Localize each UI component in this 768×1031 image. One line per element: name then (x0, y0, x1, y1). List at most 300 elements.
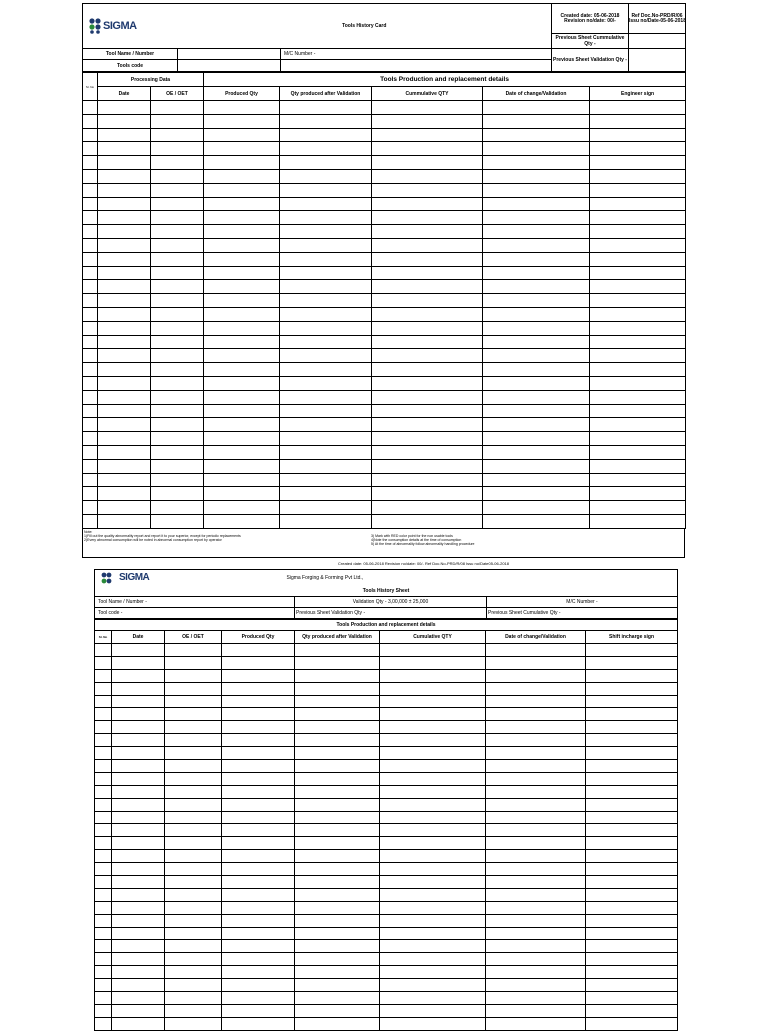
form-cell[interactable] (483, 183, 590, 197)
form-cell[interactable] (295, 1017, 380, 1030)
form-cell[interactable] (222, 760, 295, 773)
form-cell[interactable] (98, 142, 151, 156)
form-cell[interactable] (295, 863, 380, 876)
form-cell[interactable] (280, 376, 372, 390)
form-cell[interactable] (151, 321, 204, 335)
form-cell[interactable] (204, 252, 280, 266)
form-cell[interactable] (590, 156, 686, 170)
form-cell[interactable] (280, 335, 372, 349)
form-cell[interactable] (222, 785, 295, 798)
form-cell[interactable] (204, 501, 280, 515)
form-cell[interactable] (165, 940, 222, 953)
form-cell[interactable] (204, 321, 280, 335)
form-cell[interactable] (486, 1004, 586, 1017)
form-cell[interactable] (151, 280, 204, 294)
form-cell[interactable] (483, 225, 590, 239)
form-cell[interactable] (372, 363, 483, 377)
form-cell[interactable] (222, 992, 295, 1005)
form-cell[interactable] (590, 128, 686, 142)
form-cell[interactable] (372, 335, 483, 349)
form-cell[interactable] (486, 734, 586, 747)
form-cell[interactable] (98, 211, 151, 225)
card2-tool-code[interactable]: Tool code - (95, 608, 295, 619)
form-cell[interactable] (372, 294, 483, 308)
form-cell[interactable] (151, 501, 204, 515)
form-cell[interactable] (295, 734, 380, 747)
form-cell[interactable] (280, 307, 372, 321)
form-cell[interactable] (112, 888, 165, 901)
form-cell[interactable] (372, 432, 483, 446)
form-cell[interactable] (165, 824, 222, 837)
form-cell[interactable] (483, 487, 590, 501)
form-cell[interactable] (586, 940, 678, 953)
form-cell[interactable] (590, 335, 686, 349)
form-cell[interactable] (486, 772, 586, 785)
form-cell[interactable] (586, 888, 678, 901)
form-cell[interactable] (222, 644, 295, 657)
card2-prev-val[interactable]: Previous Sheet Validation Qty - (295, 608, 487, 619)
form-cell[interactable] (372, 404, 483, 418)
form-cell[interactable] (486, 940, 586, 953)
form-cell[interactable] (380, 695, 486, 708)
form-cell[interactable] (590, 114, 686, 128)
form-cell[interactable] (98, 183, 151, 197)
form-cell[interactable] (222, 1017, 295, 1030)
form-cell[interactable] (112, 811, 165, 824)
form-cell[interactable] (204, 183, 280, 197)
form-cell[interactable] (204, 294, 280, 308)
form-cell[interactable] (151, 225, 204, 239)
form-cell[interactable] (280, 404, 372, 418)
form-cell[interactable] (280, 363, 372, 377)
form-cell[interactable] (483, 114, 590, 128)
form-cell[interactable] (222, 669, 295, 682)
form-cell[interactable] (295, 721, 380, 734)
form-cell[interactable] (165, 760, 222, 773)
form-cell[interactable] (280, 432, 372, 446)
form-cell[interactable] (295, 850, 380, 863)
form-cell[interactable] (586, 966, 678, 979)
form-cell[interactable] (280, 252, 372, 266)
form-cell[interactable] (586, 811, 678, 824)
form-cell[interactable] (380, 747, 486, 760)
form-cell[interactable] (98, 376, 151, 390)
form-cell[interactable] (151, 266, 204, 280)
form-cell[interactable] (204, 266, 280, 280)
form-cell[interactable] (295, 824, 380, 837)
form-cell[interactable] (280, 156, 372, 170)
form-cell[interactable] (372, 156, 483, 170)
form-cell[interactable] (486, 850, 586, 863)
form-cell[interactable] (590, 238, 686, 252)
form-cell[interactable] (483, 101, 590, 115)
form-cell[interactable] (486, 708, 586, 721)
form-cell[interactable] (486, 669, 586, 682)
form-cell[interactable] (483, 514, 590, 528)
form-cell[interactable] (372, 307, 483, 321)
form-cell[interactable] (204, 363, 280, 377)
form-cell[interactable] (590, 183, 686, 197)
form-cell[interactable] (483, 211, 590, 225)
form-cell[interactable] (590, 487, 686, 501)
form-cell[interactable] (380, 811, 486, 824)
form-cell[interactable] (483, 280, 590, 294)
form-cell[interactable] (204, 349, 280, 363)
form-cell[interactable] (165, 682, 222, 695)
form-cell[interactable] (590, 445, 686, 459)
form-cell[interactable] (483, 266, 590, 280)
form-cell[interactable] (372, 142, 483, 156)
form-cell[interactable] (590, 101, 686, 115)
form-cell[interactable] (112, 914, 165, 927)
card2-validation-qty[interactable]: Validation Qty - 3,00,000 ± 25,000 (295, 597, 487, 608)
form-cell[interactable] (151, 114, 204, 128)
form-cell[interactable] (483, 390, 590, 404)
form-cell[interactable] (590, 390, 686, 404)
form-cell[interactable] (165, 876, 222, 889)
form-cell[interactable] (372, 501, 483, 515)
form-cell[interactable] (204, 376, 280, 390)
form-cell[interactable] (204, 169, 280, 183)
form-cell[interactable] (483, 128, 590, 142)
form-cell[interactable] (380, 863, 486, 876)
form-cell[interactable] (112, 708, 165, 721)
form-cell[interactable] (372, 514, 483, 528)
form-cell[interactable] (98, 349, 151, 363)
form-cell[interactable] (590, 280, 686, 294)
form-cell[interactable] (222, 966, 295, 979)
form-cell[interactable] (590, 225, 686, 239)
form-cell[interactable] (380, 721, 486, 734)
form-cell[interactable] (98, 156, 151, 170)
form-cell[interactable] (483, 307, 590, 321)
form-cell[interactable] (280, 294, 372, 308)
form-cell[interactable] (380, 888, 486, 901)
form-cell[interactable] (112, 992, 165, 1005)
form-cell[interactable] (280, 183, 372, 197)
form-cell[interactable] (98, 280, 151, 294)
form-cell[interactable] (112, 824, 165, 837)
form-cell[interactable] (222, 914, 295, 927)
form-cell[interactable] (586, 747, 678, 760)
form-cell[interactable] (372, 211, 483, 225)
form-cell[interactable] (204, 432, 280, 446)
form-cell[interactable] (112, 850, 165, 863)
form-cell[interactable] (483, 376, 590, 390)
form-cell[interactable] (372, 390, 483, 404)
form-cell[interactable] (165, 901, 222, 914)
form-cell[interactable] (586, 927, 678, 940)
form-cell[interactable] (372, 376, 483, 390)
form-cell[interactable] (151, 335, 204, 349)
form-cell[interactable] (380, 798, 486, 811)
form-cell[interactable] (486, 863, 586, 876)
form-cell[interactable] (222, 979, 295, 992)
form-cell[interactable] (151, 156, 204, 170)
form-cell[interactable] (586, 863, 678, 876)
form-cell[interactable] (380, 734, 486, 747)
form-cell[interactable] (204, 156, 280, 170)
form-cell[interactable] (586, 953, 678, 966)
form-cell[interactable] (98, 197, 151, 211)
form-cell[interactable] (380, 901, 486, 914)
form-cell[interactable] (372, 349, 483, 363)
form-cell[interactable] (486, 785, 586, 798)
form-cell[interactable] (112, 940, 165, 953)
form-cell[interactable] (372, 445, 483, 459)
form-cell[interactable] (483, 404, 590, 418)
form-cell[interactable] (295, 682, 380, 695)
form-cell[interactable] (151, 418, 204, 432)
form-cell[interactable] (586, 682, 678, 695)
form-cell[interactable] (98, 445, 151, 459)
form-cell[interactable] (486, 747, 586, 760)
form-cell[interactable] (151, 142, 204, 156)
form-cell[interactable] (295, 992, 380, 1005)
form-cell[interactable] (295, 708, 380, 721)
form-cell[interactable] (98, 459, 151, 473)
form-cell[interactable] (280, 487, 372, 501)
form-cell[interactable] (590, 197, 686, 211)
form-cell[interactable] (295, 927, 380, 940)
form-cell[interactable] (280, 101, 372, 115)
form-cell[interactable] (586, 1017, 678, 1030)
form-cell[interactable] (586, 772, 678, 785)
form-cell[interactable] (112, 876, 165, 889)
form-cell[interactable] (295, 901, 380, 914)
form-cell[interactable] (98, 252, 151, 266)
form-cell[interactable] (590, 169, 686, 183)
form-cell[interactable] (586, 837, 678, 850)
card1-tool-name-value[interactable] (178, 49, 281, 60)
form-cell[interactable] (372, 418, 483, 432)
form-cell[interactable] (98, 321, 151, 335)
form-cell[interactable] (204, 211, 280, 225)
form-cell[interactable] (372, 101, 483, 115)
card1-mc-number[interactable]: M/C Number - (281, 49, 552, 60)
form-cell[interactable] (222, 772, 295, 785)
form-cell[interactable] (295, 695, 380, 708)
form-cell[interactable] (165, 979, 222, 992)
form-cell[interactable] (280, 128, 372, 142)
form-cell[interactable] (483, 349, 590, 363)
form-cell[interactable] (151, 390, 204, 404)
form-cell[interactable] (280, 321, 372, 335)
form-cell[interactable] (151, 101, 204, 115)
form-cell[interactable] (486, 824, 586, 837)
form-cell[interactable] (112, 747, 165, 760)
form-cell[interactable] (112, 979, 165, 992)
form-cell[interactable] (380, 772, 486, 785)
form-cell[interactable] (112, 734, 165, 747)
form-cell[interactable] (165, 811, 222, 824)
form-cell[interactable] (151, 473, 204, 487)
form-cell[interactable] (165, 721, 222, 734)
form-cell[interactable] (586, 1004, 678, 1017)
form-cell[interactable] (380, 656, 486, 669)
form-cell[interactable] (222, 708, 295, 721)
form-cell[interactable] (222, 837, 295, 850)
form-cell[interactable] (372, 197, 483, 211)
form-cell[interactable] (280, 280, 372, 294)
form-cell[interactable] (380, 927, 486, 940)
form-cell[interactable] (586, 992, 678, 1005)
form-cell[interactable] (204, 418, 280, 432)
form-cell[interactable] (372, 238, 483, 252)
form-cell[interactable] (112, 669, 165, 682)
form-cell[interactable] (590, 294, 686, 308)
form-cell[interactable] (98, 114, 151, 128)
form-cell[interactable] (483, 445, 590, 459)
form-cell[interactable] (380, 785, 486, 798)
form-cell[interactable] (151, 514, 204, 528)
form-cell[interactable] (590, 363, 686, 377)
form-cell[interactable] (586, 695, 678, 708)
form-cell[interactable] (222, 734, 295, 747)
form-cell[interactable] (590, 349, 686, 363)
form-cell[interactable] (98, 101, 151, 115)
form-cell[interactable] (280, 473, 372, 487)
form-cell[interactable] (151, 197, 204, 211)
form-cell[interactable] (151, 487, 204, 501)
form-cell[interactable] (151, 404, 204, 418)
form-cell[interactable] (295, 979, 380, 992)
form-cell[interactable] (295, 772, 380, 785)
form-cell[interactable] (204, 238, 280, 252)
form-cell[interactable] (590, 142, 686, 156)
form-cell[interactable] (280, 114, 372, 128)
form-cell[interactable] (486, 1017, 586, 1030)
form-cell[interactable] (222, 953, 295, 966)
form-cell[interactable] (112, 837, 165, 850)
form-cell[interactable] (280, 238, 372, 252)
form-cell[interactable] (380, 979, 486, 992)
form-cell[interactable] (372, 266, 483, 280)
form-cell[interactable] (586, 798, 678, 811)
form-cell[interactable] (280, 349, 372, 363)
card2-mc-number[interactable]: M/C Number - (487, 597, 678, 608)
form-cell[interactable] (372, 169, 483, 183)
form-cell[interactable] (483, 142, 590, 156)
form-cell[interactable] (165, 953, 222, 966)
form-cell[interactable] (590, 514, 686, 528)
form-cell[interactable] (586, 760, 678, 773)
form-cell[interactable] (380, 850, 486, 863)
form-cell[interactable] (112, 682, 165, 695)
form-cell[interactable] (165, 837, 222, 850)
form-cell[interactable] (280, 211, 372, 225)
form-cell[interactable] (486, 682, 586, 695)
form-cell[interactable] (151, 252, 204, 266)
form-cell[interactable] (586, 734, 678, 747)
form-cell[interactable] (590, 266, 686, 280)
form-cell[interactable] (372, 252, 483, 266)
form-cell[interactable] (112, 1017, 165, 1030)
form-cell[interactable] (590, 307, 686, 321)
form-cell[interactable] (280, 266, 372, 280)
form-cell[interactable] (372, 321, 483, 335)
form-cell[interactable] (380, 1017, 486, 1030)
card1-tools-code-value[interactable] (178, 60, 281, 72)
form-cell[interactable] (112, 695, 165, 708)
form-cell[interactable] (590, 211, 686, 225)
form-cell[interactable] (165, 1004, 222, 1017)
form-cell[interactable] (380, 966, 486, 979)
form-cell[interactable] (295, 1004, 380, 1017)
form-cell[interactable] (295, 876, 380, 889)
form-cell[interactable] (98, 390, 151, 404)
form-cell[interactable] (483, 156, 590, 170)
form-cell[interactable] (112, 863, 165, 876)
form-cell[interactable] (486, 760, 586, 773)
form-cell[interactable] (112, 1004, 165, 1017)
form-cell[interactable] (98, 225, 151, 239)
card1-prev-cum-value[interactable] (629, 34, 686, 49)
form-cell[interactable] (165, 644, 222, 657)
form-cell[interactable] (483, 418, 590, 432)
form-cell[interactable] (483, 238, 590, 252)
form-cell[interactable] (98, 266, 151, 280)
form-cell[interactable] (165, 772, 222, 785)
form-cell[interactable] (98, 307, 151, 321)
form-cell[interactable] (590, 376, 686, 390)
form-cell[interactable] (483, 363, 590, 377)
form-cell[interactable] (165, 785, 222, 798)
form-cell[interactable] (483, 459, 590, 473)
form-cell[interactable] (204, 128, 280, 142)
form-cell[interactable] (380, 682, 486, 695)
form-cell[interactable] (590, 501, 686, 515)
form-cell[interactable] (280, 445, 372, 459)
form-cell[interactable] (165, 863, 222, 876)
form-cell[interactable] (486, 953, 586, 966)
form-cell[interactable] (380, 837, 486, 850)
form-cell[interactable] (590, 252, 686, 266)
form-cell[interactable] (151, 432, 204, 446)
form-cell[interactable] (590, 321, 686, 335)
form-cell[interactable] (165, 669, 222, 682)
form-cell[interactable] (204, 335, 280, 349)
form-cell[interactable] (483, 432, 590, 446)
form-cell[interactable] (98, 363, 151, 377)
form-cell[interactable] (112, 721, 165, 734)
form-cell[interactable] (98, 128, 151, 142)
form-cell[interactable] (151, 445, 204, 459)
form-cell[interactable] (380, 953, 486, 966)
form-cell[interactable] (380, 824, 486, 837)
form-cell[interactable] (590, 459, 686, 473)
form-cell[interactable] (486, 901, 586, 914)
form-cell[interactable] (222, 695, 295, 708)
form-cell[interactable] (222, 850, 295, 863)
form-cell[interactable] (586, 644, 678, 657)
form-cell[interactable] (295, 669, 380, 682)
form-cell[interactable] (222, 888, 295, 901)
form-cell[interactable] (590, 418, 686, 432)
form-cell[interactable] (222, 876, 295, 889)
form-cell[interactable] (165, 734, 222, 747)
form-cell[interactable] (486, 876, 586, 889)
form-cell[interactable] (222, 1004, 295, 1017)
form-cell[interactable] (295, 888, 380, 901)
form-cell[interactable] (204, 280, 280, 294)
form-cell[interactable] (280, 142, 372, 156)
form-cell[interactable] (165, 927, 222, 940)
form-cell[interactable] (204, 390, 280, 404)
form-cell[interactable] (222, 682, 295, 695)
form-cell[interactable] (204, 101, 280, 115)
form-cell[interactable] (280, 459, 372, 473)
